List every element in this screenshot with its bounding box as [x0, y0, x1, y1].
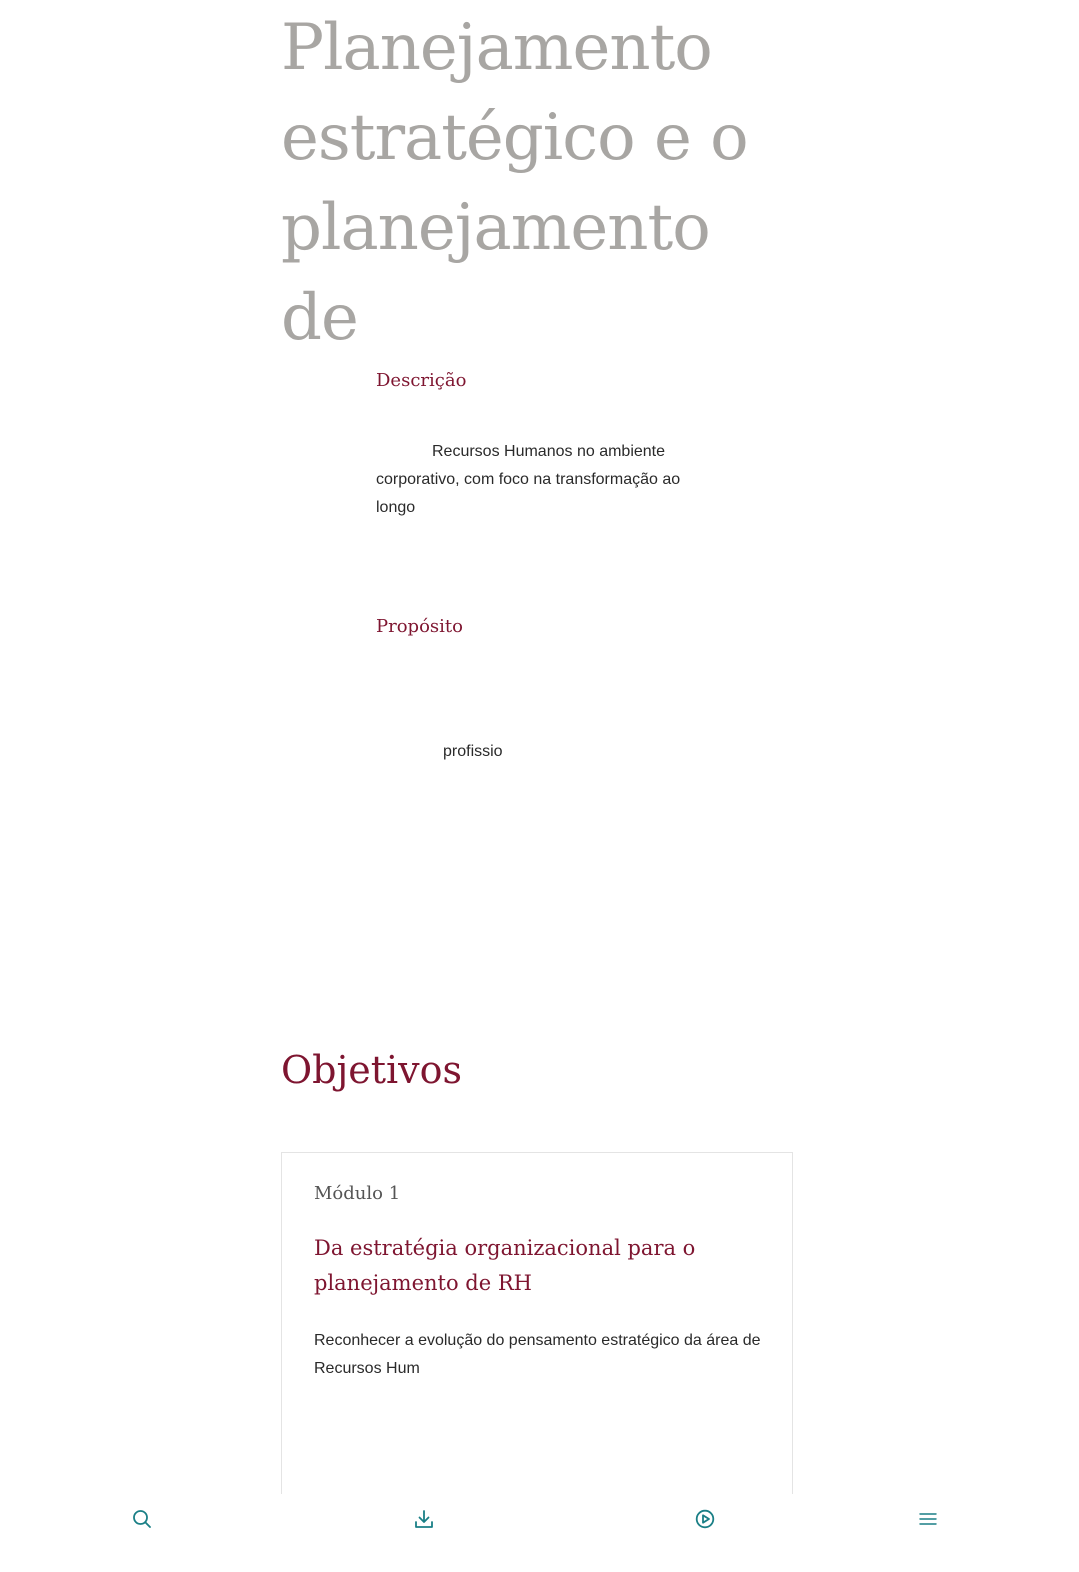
description-text: Recursos Humanos no ambiente corporativo, com foco na transformação ao longo [376, 443, 681, 516]
objectives-title: Objetivos [281, 1048, 463, 1092]
page-title: Planejamento estratégico e o planejamento de [281, 11, 748, 355]
menu-icon [918, 1509, 938, 1529]
page-title-container [281, 0, 801, 355]
module-title[interactable]: Da estratégia organizacional para o planejamento de RH [314, 1236, 696, 1295]
download-button[interactable] [411, 1506, 437, 1532]
menu-button[interactable] [915, 1506, 941, 1532]
download-icon [414, 1509, 434, 1529]
search-icon [132, 1509, 152, 1529]
module-number: Módulo 1 [314, 1183, 401, 1204]
module-description: Reconhecer a evolução do pensamento estratégico da área de Recursos Hum [314, 1332, 761, 1377]
module-card [281, 1152, 793, 1522]
search-button[interactable] [129, 1506, 155, 1532]
description-label: Descrição [376, 370, 467, 391]
purpose-label: Propósito [376, 616, 463, 637]
play-circle-icon [695, 1509, 715, 1529]
purpose-text: profissio [443, 743, 503, 760]
play-button[interactable] [692, 1506, 718, 1532]
bottom-navigation-bar [0, 1494, 1079, 1572]
